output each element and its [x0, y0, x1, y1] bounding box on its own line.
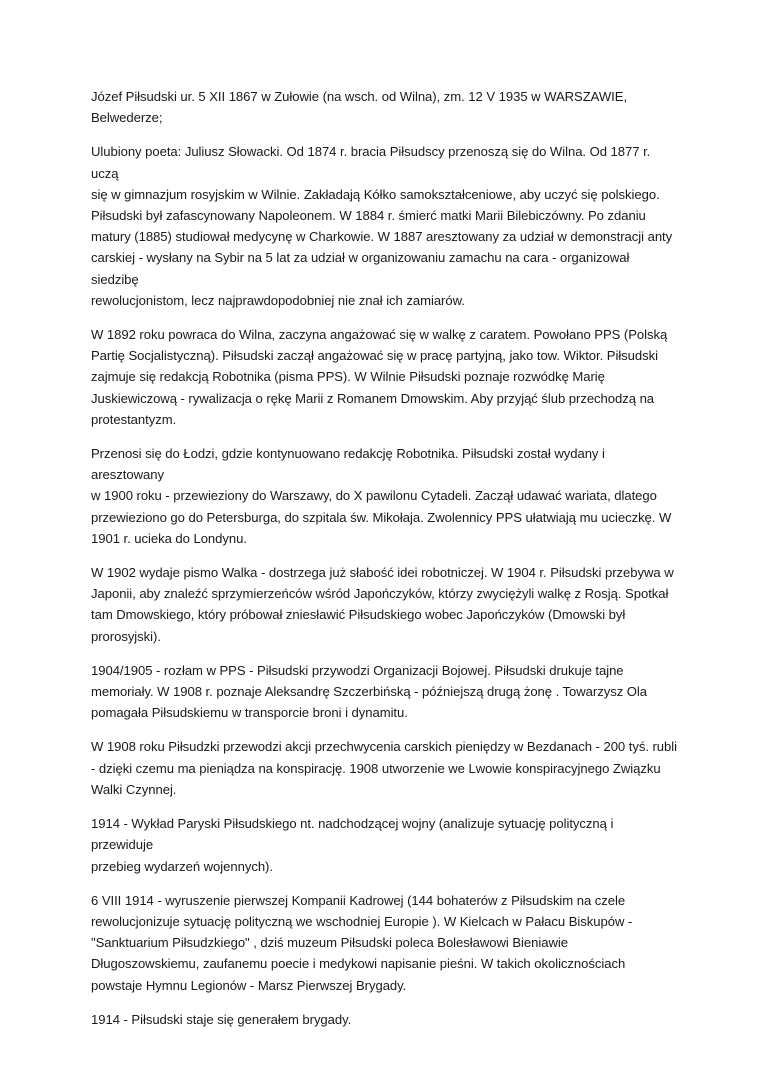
paragraph-bezdany: W 1908 roku Piłsudzki przewodzi akcji przechwycenia carskich pieniędzy w Bezdanach - 200 tyś. rubli - dzięki czemu ma pieniądza na konspirację. 1908 utworzenie we Lwowie konspiracyjnego Związku Walki Czynnej. — [91, 739, 677, 797]
paragraph-paris-lecture: 1914 - Wykład Paryski Piłsudskiego nt. nadchodzącej wojny (analizuje sytuację polityczną i przewiduje przebieg wydarzeń wojennych). — [91, 816, 614, 874]
paragraph-early-life: Ulubiony poeta: Juliusz Słowacki. Od 1874 r. bracia Piłsudscy przenoszą się do Wilna. Od 1877 r. uczą się w gimnazjum rosyjskim w Wilnie. Zakładają Kółko samokształceniowe, aby uczyć się polskiego. Piłsudski był zafascynowany Napoleonem. W 1884 r. śmierć matki Marii Bilebiczówny. Po zdaniu matury (1885) studiował medycynę w Charkowie. W 1887 aresztowany za udział w demonstracji anty carskiej - wysłany na Sybir na 5 lat za udział w organizowaniu zamachu na cara - organizował siedzibę rewolucjonistom, lecz najprawdopodobniej nie znał ich zamiarów. — [91, 144, 673, 308]
paragraph-birth-death: Józef Piłsudski ur. 5 XII 1867 w Zułowie (na wsch. od Wilna), zm. 12 V 1935 w WARSZAWIE, Belwederze; — [91, 89, 628, 126]
paragraph-pps-split: 1904/1905 - rozłam w PPS - Piłsudski przywodzi Organizacji Bojowej. Piłsudski drukuje tajne memoriały. W 1908 r. poznaje Aleksandrę Szczerbińską - późniejszą drugą żonę . Towarzysz Ola pomagała Piłsudskiemu w transporcie broni i dynamitu. — [91, 662, 648, 721]
document-body — [91, 86, 677, 1043]
paragraph-pps: W 1892 roku powraca do Wilna, zaczyna angażować się w walkę z caratem. Powołano PPS (Polską Partię Socjalistyczną). Piłsudski zaczął angażować się w pracę partyjną, jako tow. Wiktor. Piłsudski zajmuje się redakcją Robotnika (pisma PPS). W Wilnie Piłsudski poznaje rozwódkę Marię Juskiewiczową - rywalizacja o rękę Marii z Romanem Dmowskim. Aby przyjąć ślub przechodzą na protestantyzm. — [91, 327, 668, 427]
paragraph-japan: W 1902 wydaje pismo Walka - dostrzega już słabość idei robotniczej. W 1904 r. Piłsudski przebywa w Japonii, aby znaleźć sprzymierzeńców wśród Japończyków, którzy zwyciężyli walkę z Rosją. Spotkał tam Dmowskiego, który próbował zniesławić Piłsudskiego wobec Japończyków (Dmowski był prorosyjski). — [91, 565, 674, 644]
paragraph-lodz-arrest: Przenosi się do Łodzi, gdzie kontynuowano redakcję Robotnika. Piłsudski został wydany i aresztowany w 1900 roku - przewieziony do Warszawy, do X pawilonu Cytadeli. Zaczął udawać wariata, dlatego przewieziono go do Petersburga, do szpitala św. Mikołaja. Zwolennicy PPS ułatwiają mu ucieczkę. W 1901 r. ucieka do Londynu. — [91, 446, 672, 546]
paragraph-kadrowka: 6 VIII 1914 - wyruszenie pierwszej Kompanii Kadrowej (144 bohaterów z Piłsudskim na czele rewolucjonizuje sytuację polityczną we wschodniej Europie ). W Kielcach w Pałacu Biskupów - "Sanktuarium Piłsudzkiego" , dziś muzeum Piłsudski poleca Bolesławowi Bieniawie Długoszowskiemu, zaufanemu poecie i medykowi napisanie pieśni. W takich okolicznościach powstaje Hymnu Legionów - Marsz Pierwszej Brygady. — [91, 892, 633, 993]
paragraph-general: 1914 - Piłsudski staje się generałem brygady. — [91, 1011, 352, 1027]
